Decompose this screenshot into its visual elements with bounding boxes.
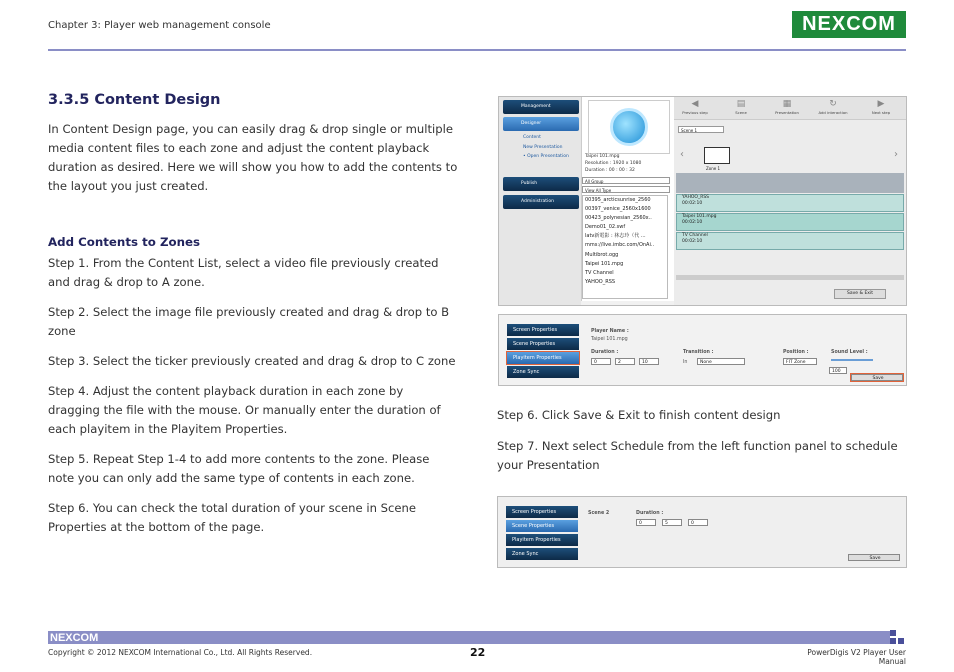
sound-level-label: Sound Level : [831,350,868,355]
chevron-left-icon[interactable]: ‹ [680,149,684,160]
duration-label: Duration : [591,350,619,355]
submenu-new-presentation[interactable]: New Presentation [523,145,563,150]
section-title: 3.3.5 Content Design [48,92,221,108]
submenu-content[interactable]: Content [523,135,541,140]
playitem-properties-button[interactable]: Playitem Properties [506,534,578,546]
copyright: Copyright © 2012 NEXCOM International Co., Ltd. All Rights Reserved. [48,648,313,657]
scene-select[interactable]: Scene 1 [678,126,724,133]
step-text: Step 5. Repeat Step 1-4 to add more contents to the zone. Please note you can only add the same type of contents in each zone. [48,452,430,485]
presentation-button[interactable]: ▦ Presentation [775,99,799,115]
duration-minutes[interactable]: 5 [662,519,682,526]
quicktime-icon [610,108,648,146]
duration-hours[interactable]: 0 [591,358,611,365]
menu-administration[interactable]: Administration [503,195,579,209]
step-text: Step 1. From the Content List, select a video file previously created and drag & drop to A zone. [48,256,439,289]
screen-properties-button[interactable]: Screen Properties [507,324,579,336]
header-divider [48,49,906,51]
intro-paragraph: In Content Design page, you can easily drag & drop single or multiple media content files to each zone and adjust the content playback duration as desired. Here we will show you how to add the contents to the layout you just created. [48,122,458,193]
media-duration: Duration : 00 : 00 : 32 [585,168,635,173]
timeline-scrollbar[interactable] [676,275,904,280]
zone-row[interactable]: Taipei 101.mpg 00:02:10 [676,213,904,231]
zone-sync-button[interactable]: Zone Sync [506,548,578,560]
menu-designer[interactable]: Designer [503,117,579,131]
list-item[interactable]: Multibrot.ogg [585,251,619,258]
refresh-icon: ↻ [829,99,837,109]
zone-sync-button[interactable]: Zone Sync [507,366,579,378]
nexcom-logo: NEXCOM [792,11,906,38]
scene-properties-screenshot [497,496,907,568]
zone-row[interactable]: TV Channel 00:02:10 [676,232,904,250]
menu-management[interactable]: Management [503,100,579,114]
position-label: Position : [783,350,809,355]
step-text: Step 2. Select the image file previously created and drag & drop to B zone [48,305,450,338]
media-filename: Taipei 101.mpg [585,154,620,159]
subheading: Add Contents to Zones [48,235,201,249]
position-select[interactable]: FIT Zone [783,358,817,365]
duration-label: Duration : [636,511,664,516]
page-number: 22 [470,646,486,659]
content-list [582,195,668,299]
player-name-value: Taipei 101.mpg [591,337,628,342]
list-item[interactable]: latv新電影 : 林志玲（代 ... [585,233,646,240]
chapter-title: Chapter 3: Player web management console [48,20,271,31]
list-item[interactable]: 00395_arcticsunrise_2560 [585,197,651,203]
list-item[interactable]: mms://live.imbc.com/OnAi.. [585,242,655,249]
duration-seconds[interactable]: 0 [688,519,708,526]
scene-properties-button[interactable]: Scene Properties [507,338,579,350]
footer-decoration [890,630,896,636]
screen-properties-button[interactable]: Screen Properties [506,506,578,518]
menu-publish[interactable]: Publish [503,177,579,191]
next-step-button[interactable]: ▶ Next step [871,99,891,115]
designer-workspace [674,97,906,305]
duration-hours[interactable]: 0 [636,519,656,526]
list-item[interactable]: TV Channel [585,269,614,276]
playitem-properties-button[interactable]: Playitem Properties [507,352,579,364]
media-preview [588,100,670,154]
save-exit-button[interactable]: Save & Exit [834,289,886,299]
media-resolution: Resolution : 1920 x 1080 [585,161,642,166]
duration-seconds[interactable]: 10 [639,358,659,365]
timeline-ruler [676,173,904,193]
content-list-panel [581,97,674,301]
zone-row[interactable]: YAHOO_RSS 00:02:10 [676,194,904,212]
designer-screenshot [498,96,907,306]
chevron-right-icon[interactable]: › [894,149,898,160]
playitem-properties-screenshot [498,314,907,386]
sound-slider[interactable] [831,359,873,361]
step-text: Step 6. You can check the total duration of your scene in Scene Properties at the bottom of the page. [48,501,416,534]
duration-minutes[interactable]: 2 [615,358,635,365]
list-item[interactable]: 00423_polynesian_2560x.. [585,215,652,222]
footer-decoration [890,638,896,644]
add-interaction-button[interactable]: ↻ Add interaction [818,99,848,115]
scene-name-label: Scene 2 [588,511,610,516]
step-text: Step 6. Click Save & Exit to finish content design [497,408,781,422]
type-filter[interactable]: View All Type [582,186,670,193]
zone-label: Zone 1 [706,166,720,171]
transition-in-label: In [683,360,688,365]
media-info [585,153,641,174]
steps-left [48,254,458,548]
previous-step-button[interactable]: ◀ Previous step [682,99,708,115]
step-text: Step 4. Adjust the content playback duration in each zone by dragging the file with the mouse. Or manually enter the duration of each playitem in the Playitem Properties. [48,384,441,436]
save-button[interactable]: Save [851,374,903,381]
footer-bar [48,631,890,644]
scene-properties-button[interactable]: Scene Properties [506,520,578,532]
arrow-left-icon: ◀ [691,99,699,109]
transition-select[interactable]: None [697,358,745,365]
footer-decoration [898,638,904,644]
save-button[interactable]: Save [848,554,900,561]
list-item[interactable]: Taipei 101.mpg [585,260,624,267]
player-name-label: Player Name : [591,329,629,334]
manual-title: PowerDigis V2 Player User Manual [807,648,906,666]
sound-level-value[interactable]: 100 [829,367,847,374]
list-item[interactable]: Demo01_02.swf [585,224,626,231]
submenu-open-presentation[interactable]: • Open Presentation [523,154,569,159]
transition-label: Transition : [683,350,714,355]
designer-toolbar [674,97,906,120]
list-item[interactable]: YAHOO_RSS [585,278,616,285]
step-text: Step 3. Select the ticker previously created and drag & drop to C zone [48,354,456,368]
function-panel [499,97,581,305]
presentation-icon: ▦ [782,99,792,109]
footer-logo: NEXCOM [50,632,99,644]
arrow-right-icon: ▶ [877,99,885,109]
group-filter[interactable]: All Group [582,177,670,184]
scene-icon: ▤ [736,99,746,109]
layout-thumbnail[interactable] [704,147,730,164]
list-item[interactable]: 00397_venice_2560x1600 [585,206,651,213]
scene-button[interactable]: ▤ Scene [735,99,747,115]
step-text: Step 7. Next select Schedule from the left function panel to schedule your Presentation [497,439,898,472]
steps-right [497,406,907,487]
